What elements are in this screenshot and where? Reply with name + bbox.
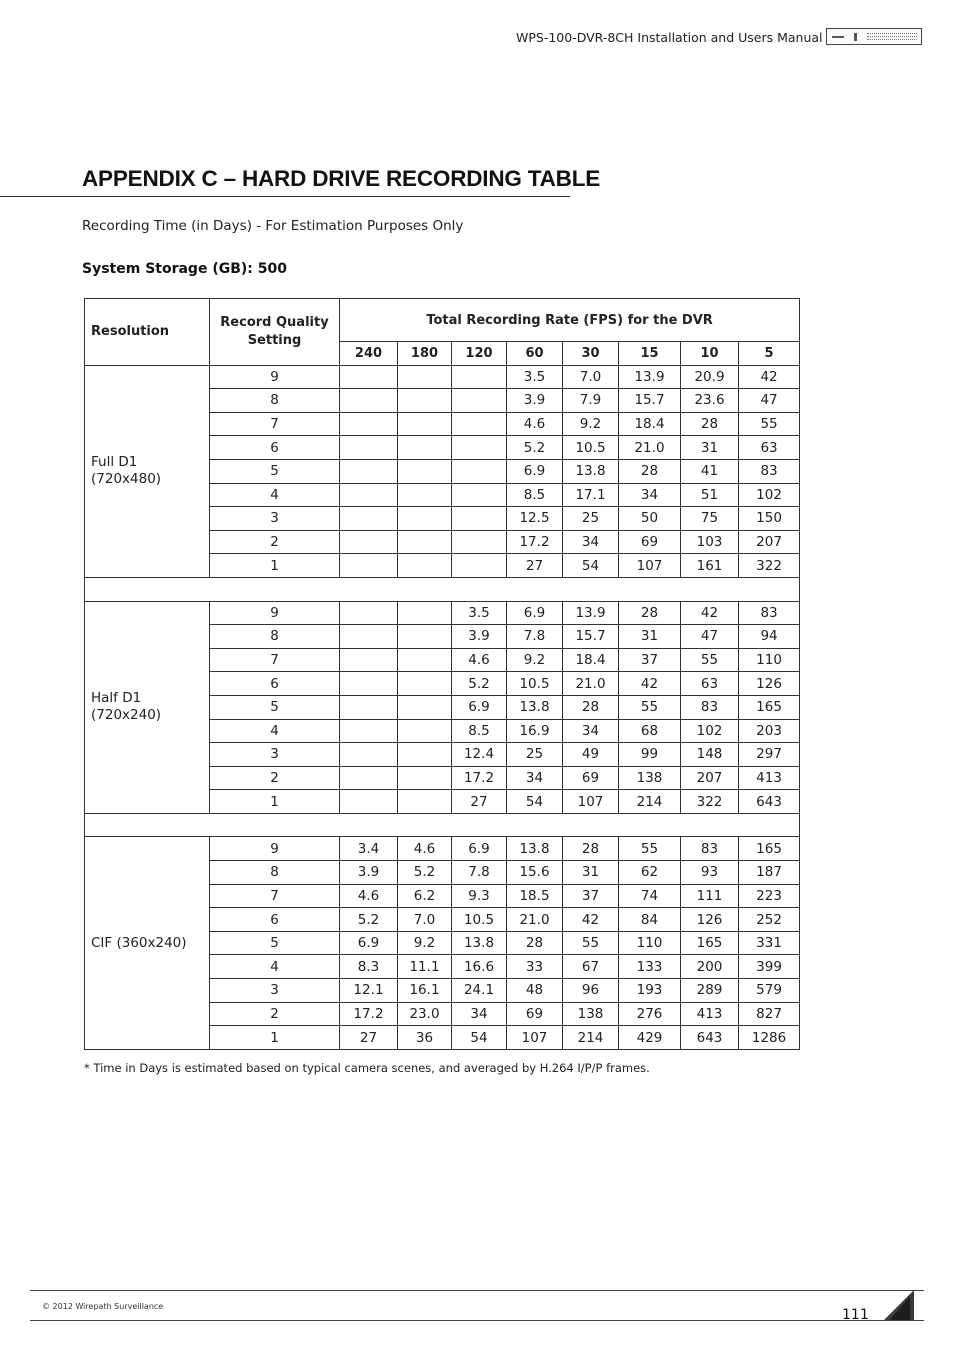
days-cell: 24.1 <box>452 979 507 1003</box>
days-cell: 42 <box>739 365 800 389</box>
days-cell <box>340 483 398 507</box>
days-cell: 28 <box>563 695 619 719</box>
days-cell: 28 <box>619 459 681 483</box>
days-cell: 54 <box>507 790 563 814</box>
days-cell: 31 <box>681 436 739 460</box>
recording-table <box>84 298 800 1050</box>
days-cell <box>398 648 452 672</box>
manual-title: WPS-100-DVR-8CH Installation and Users Manual <box>516 30 823 45</box>
days-cell: 55 <box>619 837 681 861</box>
days-cell <box>452 459 507 483</box>
days-cell: 289 <box>681 979 739 1003</box>
days-cell <box>340 672 398 696</box>
days-cell <box>398 507 452 531</box>
days-cell: 27 <box>340 1026 398 1050</box>
days-cell: 5.2 <box>507 436 563 460</box>
days-cell: 413 <box>681 1002 739 1026</box>
days-cell: 193 <box>619 979 681 1003</box>
page-number: 111 <box>842 1307 869 1323</box>
days-cell <box>340 719 398 743</box>
days-cell: 161 <box>681 554 739 578</box>
days-cell <box>340 601 398 625</box>
resolution-header: Resolution <box>85 299 210 366</box>
title-divider <box>0 196 570 197</box>
days-cell: 12.4 <box>452 743 507 767</box>
days-cell: 110 <box>619 931 681 955</box>
quality-cell: 1 <box>210 554 340 578</box>
days-cell: 6.2 <box>398 884 452 908</box>
days-cell: 18.5 <box>507 884 563 908</box>
days-cell: 207 <box>681 766 739 790</box>
days-cell: 4.6 <box>452 648 507 672</box>
days-cell: 17.2 <box>340 1002 398 1026</box>
days-cell: 34 <box>563 530 619 554</box>
quality-cell: 3 <box>210 979 340 1003</box>
days-cell <box>452 365 507 389</box>
spacer-cell <box>85 813 800 837</box>
days-cell <box>452 389 507 413</box>
days-cell: 16.6 <box>452 955 507 979</box>
days-cell: 36 <box>398 1026 452 1050</box>
days-cell: 15.7 <box>563 625 619 649</box>
days-cell: 33 <box>507 955 563 979</box>
days-cell <box>340 743 398 767</box>
days-cell: 6.9 <box>340 931 398 955</box>
fps-header-cell: 60 <box>507 342 563 366</box>
days-cell <box>340 766 398 790</box>
quality-cell: 5 <box>210 459 340 483</box>
days-cell: 126 <box>681 908 739 932</box>
days-cell: 322 <box>681 790 739 814</box>
days-cell: 9.2 <box>507 648 563 672</box>
days-cell <box>340 389 398 413</box>
days-cell: 12.5 <box>507 507 563 531</box>
rate-header: Total Recording Rate (FPS) for the DVR <box>340 299 800 342</box>
days-cell <box>398 389 452 413</box>
days-cell: 20.9 <box>681 365 739 389</box>
days-cell <box>398 695 452 719</box>
days-cell: 13.8 <box>507 837 563 861</box>
days-cell: 42 <box>619 672 681 696</box>
table-header-row <box>85 299 800 342</box>
days-cell: 322 <box>739 554 800 578</box>
days-cell: 10.5 <box>563 436 619 460</box>
days-cell: 55 <box>619 695 681 719</box>
days-cell <box>452 530 507 554</box>
days-cell: 69 <box>619 530 681 554</box>
days-cell: 17.1 <box>563 483 619 507</box>
days-cell: 17.2 <box>507 530 563 554</box>
days-cell: 11.1 <box>398 955 452 979</box>
quality-cell: 7 <box>210 648 340 672</box>
days-cell <box>398 483 452 507</box>
fps-header-cell: 30 <box>563 342 619 366</box>
days-cell: 9.3 <box>452 884 507 908</box>
days-cell: 3.9 <box>340 861 398 885</box>
days-cell <box>398 719 452 743</box>
days-cell: 47 <box>739 389 800 413</box>
days-cell: 6.9 <box>507 601 563 625</box>
days-cell: 31 <box>563 861 619 885</box>
days-cell: 28 <box>619 601 681 625</box>
days-cell: 54 <box>563 554 619 578</box>
days-cell: 8.5 <box>452 719 507 743</box>
days-cell: 4.6 <box>398 837 452 861</box>
days-cell <box>398 672 452 696</box>
days-cell: 200 <box>681 955 739 979</box>
days-cell: 4.6 <box>507 412 563 436</box>
days-cell: 207 <box>739 530 800 554</box>
days-cell: 31 <box>619 625 681 649</box>
footnote: * Time in Days is estimated based on typical camera scenes, and averaged by H.264 I/P/P frames. <box>84 1061 650 1075</box>
days-cell: 27 <box>507 554 563 578</box>
days-cell <box>398 554 452 578</box>
days-cell <box>340 365 398 389</box>
days-cell: 55 <box>739 412 800 436</box>
days-cell: 3.9 <box>507 389 563 413</box>
days-cell: 10.5 <box>507 672 563 696</box>
quality-cell: 2 <box>210 530 340 554</box>
days-cell: 13.9 <box>619 365 681 389</box>
days-cell: 96 <box>563 979 619 1003</box>
days-cell: 111 <box>681 884 739 908</box>
days-cell: 13.8 <box>563 459 619 483</box>
days-cell <box>452 507 507 531</box>
quality-cell: 3 <box>210 743 340 767</box>
days-cell: 3.9 <box>452 625 507 649</box>
days-cell: 16.9 <box>507 719 563 743</box>
days-cell: 25 <box>563 507 619 531</box>
days-cell: 827 <box>739 1002 800 1026</box>
days-cell: 107 <box>563 790 619 814</box>
days-cell: 399 <box>739 955 800 979</box>
days-cell: 23.6 <box>681 389 739 413</box>
days-cell: 203 <box>739 719 800 743</box>
days-cell: 21.0 <box>563 672 619 696</box>
footer-rule-top <box>30 1290 924 1291</box>
days-cell: 17.2 <box>452 766 507 790</box>
days-cell: 9.2 <box>563 412 619 436</box>
days-cell: 54 <box>452 1026 507 1050</box>
days-cell: 49 <box>563 743 619 767</box>
days-cell: 223 <box>739 884 800 908</box>
page-corner-icon <box>880 1290 914 1320</box>
days-cell: 34 <box>507 766 563 790</box>
days-cell <box>340 412 398 436</box>
quality-cell: 9 <box>210 837 340 861</box>
days-cell <box>340 695 398 719</box>
days-cell <box>398 766 452 790</box>
days-cell: 63 <box>739 436 800 460</box>
days-cell: 47 <box>681 625 739 649</box>
days-cell <box>398 459 452 483</box>
days-cell: 6.9 <box>507 459 563 483</box>
days-cell: 67 <box>563 955 619 979</box>
days-cell: 165 <box>739 695 800 719</box>
days-cell: 148 <box>681 743 739 767</box>
days-cell: 150 <box>739 507 800 531</box>
days-cell: 27 <box>452 790 507 814</box>
days-cell: 41 <box>681 459 739 483</box>
quality-cell: 4 <box>210 719 340 743</box>
days-cell: 3.5 <box>452 601 507 625</box>
days-cell: 5.2 <box>452 672 507 696</box>
days-cell: 214 <box>619 790 681 814</box>
days-cell <box>340 554 398 578</box>
days-cell <box>398 436 452 460</box>
days-cell <box>340 625 398 649</box>
resolution-label: Full D1 (720x480) <box>85 365 210 577</box>
days-cell <box>340 530 398 554</box>
days-cell: 102 <box>739 483 800 507</box>
quality-cell: 9 <box>210 601 340 625</box>
days-cell: 15.6 <box>507 861 563 885</box>
days-cell: 21.0 <box>507 908 563 932</box>
quality-cell: 7 <box>210 412 340 436</box>
days-cell: 37 <box>619 648 681 672</box>
days-cell: 42 <box>563 908 619 932</box>
days-cell <box>452 483 507 507</box>
days-cell: 103 <box>681 530 739 554</box>
days-cell: 50 <box>619 507 681 531</box>
quality-cell: 8 <box>210 625 340 649</box>
spacer-cell <box>85 577 800 601</box>
days-cell: 28 <box>563 837 619 861</box>
days-cell: 6.9 <box>452 695 507 719</box>
days-cell: 18.4 <box>619 412 681 436</box>
quality-cell: 1 <box>210 790 340 814</box>
days-cell <box>452 436 507 460</box>
days-cell: 34 <box>452 1002 507 1026</box>
days-cell: 1286 <box>739 1026 800 1050</box>
quality-cell: 6 <box>210 908 340 932</box>
days-cell: 13.9 <box>563 601 619 625</box>
days-cell: 69 <box>507 1002 563 1026</box>
days-cell: 28 <box>507 931 563 955</box>
days-cell: 7.9 <box>563 389 619 413</box>
days-cell: 34 <box>563 719 619 743</box>
days-cell: 68 <box>619 719 681 743</box>
days-cell: 83 <box>739 459 800 483</box>
days-cell: 84 <box>619 908 681 932</box>
days-cell: 21.0 <box>619 436 681 460</box>
days-cell: 37 <box>563 884 619 908</box>
resolution-label: CIF (360x240) <box>85 837 210 1049</box>
days-cell: 42 <box>681 601 739 625</box>
group-spacer-row <box>85 813 800 837</box>
resolution-label: Half D1 (720x240) <box>85 601 210 813</box>
days-cell <box>398 625 452 649</box>
days-cell: 28 <box>681 412 739 436</box>
days-cell: 3.5 <box>507 365 563 389</box>
quality-cell: 5 <box>210 931 340 955</box>
days-cell: 331 <box>739 931 800 955</box>
days-cell: 252 <box>739 908 800 932</box>
days-cell: 16.1 <box>398 979 452 1003</box>
fps-header-cell: 120 <box>452 342 507 366</box>
days-cell: 102 <box>681 719 739 743</box>
days-cell: 643 <box>739 790 800 814</box>
footer-rule-bottom <box>30 1320 924 1321</box>
days-cell: 187 <box>739 861 800 885</box>
table-row <box>85 601 800 625</box>
days-cell: 579 <box>739 979 800 1003</box>
days-cell: 94 <box>739 625 800 649</box>
days-cell: 133 <box>619 955 681 979</box>
quality-cell: 3 <box>210 507 340 531</box>
days-cell: 69 <box>563 766 619 790</box>
days-cell: 15.7 <box>619 389 681 413</box>
days-cell: 138 <box>563 1002 619 1026</box>
days-cell: 6.9 <box>452 837 507 861</box>
table-row <box>85 365 800 389</box>
fps-header-cell: 240 <box>340 342 398 366</box>
days-cell: 7.8 <box>452 861 507 885</box>
quality-cell: 7 <box>210 884 340 908</box>
days-cell: 63 <box>681 672 739 696</box>
fps-header-cell: 15 <box>619 342 681 366</box>
days-cell: 107 <box>619 554 681 578</box>
days-cell: 74 <box>619 884 681 908</box>
days-cell: 9.2 <box>398 931 452 955</box>
fps-header-cell: 180 <box>398 342 452 366</box>
days-cell <box>398 530 452 554</box>
quality-cell: 9 <box>210 365 340 389</box>
days-cell <box>340 459 398 483</box>
group-spacer-row <box>85 577 800 601</box>
days-cell: 13.8 <box>507 695 563 719</box>
days-cell: 276 <box>619 1002 681 1026</box>
days-cell <box>340 436 398 460</box>
quality-cell: 8 <box>210 861 340 885</box>
days-cell: 110 <box>739 648 800 672</box>
table-body <box>85 365 800 1049</box>
days-cell: 55 <box>563 931 619 955</box>
quality-cell: 2 <box>210 766 340 790</box>
days-cell: 23.0 <box>398 1002 452 1026</box>
days-cell: 99 <box>619 743 681 767</box>
days-cell: 8.3 <box>340 955 398 979</box>
days-cell: 126 <box>739 672 800 696</box>
quality-cell: 6 <box>210 436 340 460</box>
quality-cell: 5 <box>210 695 340 719</box>
days-cell: 25 <box>507 743 563 767</box>
days-cell: 48 <box>507 979 563 1003</box>
dvr-device-icon <box>826 28 922 45</box>
days-cell: 138 <box>619 766 681 790</box>
days-cell: 165 <box>681 931 739 955</box>
days-cell: 643 <box>681 1026 739 1050</box>
days-cell: 165 <box>739 837 800 861</box>
days-cell: 62 <box>619 861 681 885</box>
fps-header-cell: 5 <box>739 342 800 366</box>
days-cell: 429 <box>619 1026 681 1050</box>
days-cell: 83 <box>681 837 739 861</box>
days-cell: 3.4 <box>340 837 398 861</box>
days-cell: 12.1 <box>340 979 398 1003</box>
quality-cell: 4 <box>210 483 340 507</box>
quality-header: Record Quality Setting <box>210 299 340 366</box>
days-cell: 51 <box>681 483 739 507</box>
days-cell <box>398 790 452 814</box>
quality-cell: 8 <box>210 389 340 413</box>
days-cell <box>340 648 398 672</box>
days-cell: 83 <box>739 601 800 625</box>
days-cell: 413 <box>739 766 800 790</box>
days-cell: 7.0 <box>563 365 619 389</box>
days-cell: 75 <box>681 507 739 531</box>
days-cell: 18.4 <box>563 648 619 672</box>
table-row <box>85 837 800 861</box>
quality-cell: 6 <box>210 672 340 696</box>
quality-cell: 1 <box>210 1026 340 1050</box>
fps-header-cell: 10 <box>681 342 739 366</box>
days-cell: 4.6 <box>340 884 398 908</box>
days-cell <box>398 743 452 767</box>
days-cell: 107 <box>507 1026 563 1050</box>
quality-cell: 2 <box>210 1002 340 1026</box>
days-cell: 5.2 <box>398 861 452 885</box>
days-cell: 7.0 <box>398 908 452 932</box>
days-cell: 83 <box>681 695 739 719</box>
quality-cell: 4 <box>210 955 340 979</box>
days-cell <box>398 365 452 389</box>
days-cell <box>398 412 452 436</box>
days-cell <box>340 790 398 814</box>
copyright: © 2012 Wirepath Surveillance <box>42 1302 164 1311</box>
days-cell <box>452 412 507 436</box>
days-cell: 214 <box>563 1026 619 1050</box>
days-cell <box>452 554 507 578</box>
days-cell <box>340 507 398 531</box>
days-cell <box>398 601 452 625</box>
days-cell: 93 <box>681 861 739 885</box>
days-cell: 13.8 <box>452 931 507 955</box>
days-cell: 7.8 <box>507 625 563 649</box>
days-cell: 5.2 <box>340 908 398 932</box>
days-cell: 10.5 <box>452 908 507 932</box>
days-cell: 34 <box>619 483 681 507</box>
storage-label: System Storage (GB): 500 <box>82 261 287 277</box>
table-subtitle: Recording Time (in Days) - For Estimation Purposes Only <box>82 218 464 234</box>
days-cell: 297 <box>739 743 800 767</box>
page-title: APPENDIX C – HARD DRIVE RECORDING TABLE <box>82 166 601 191</box>
days-cell: 8.5 <box>507 483 563 507</box>
days-cell: 55 <box>681 648 739 672</box>
